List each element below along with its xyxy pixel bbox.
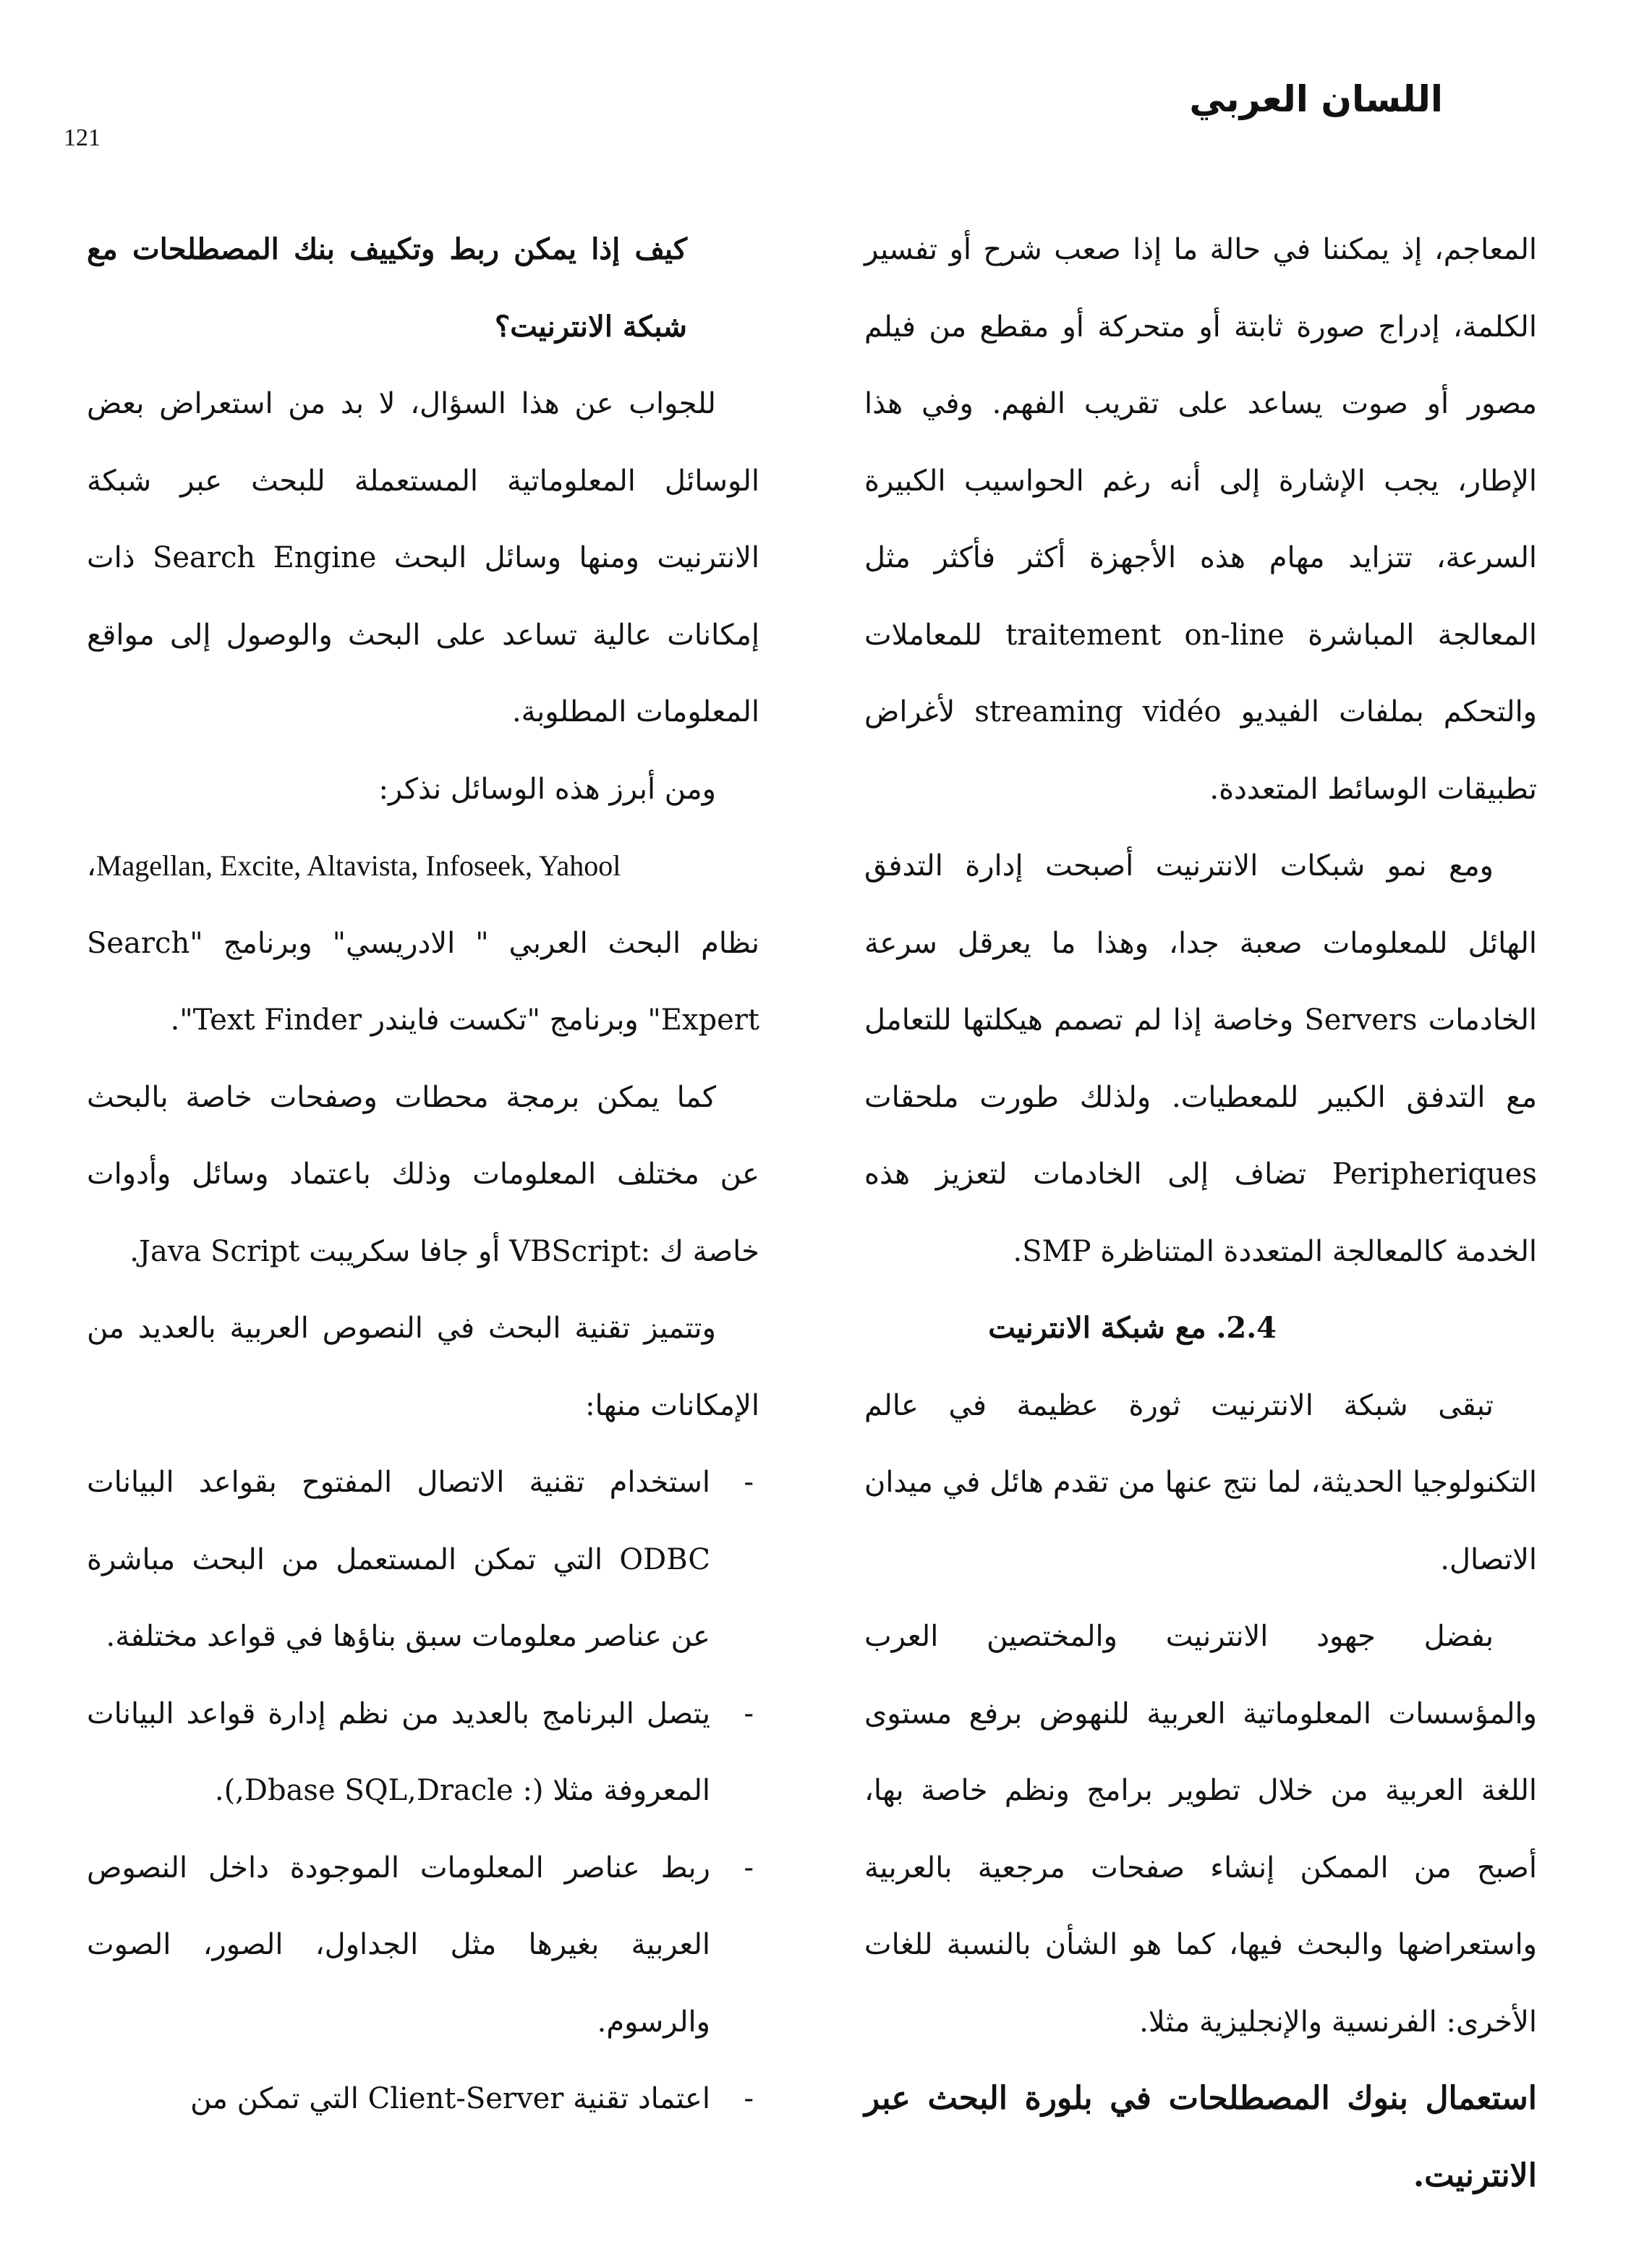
paragraph: كما يمكن برمجة محطات وصفحات خاصة بالبحث عن مختلف المعلومات وذلك باعتماد وسائل وأدوات خاصة ك :VBScript أو جافا سكريبت Java Script. <box>87 1080 759 1268</box>
page-number: 121 <box>64 124 101 151</box>
list-item-text: استخدام تقنية الاتصال المفتوح بقواعد البيانات ODBC التي تمكن المستعمل من البحث مباشرة عن عناصر معلومات سبق بناؤها في قواعد مختلفة. <box>87 1466 710 1653</box>
subsection-heading: 2.4. مع شبكة الانترنيت <box>988 1311 1277 1345</box>
bullet-dash: - <box>744 1466 754 1499</box>
question-heading: كيف إذا يمكن ربط وتكييف بنك المصطلحات مع شبكة الانترنيت؟ <box>87 232 687 344</box>
list-item <box>87 1444 759 1675</box>
list-item <box>87 1675 759 1830</box>
bullet-dash: - <box>744 2082 754 2115</box>
bullet-dash: - <box>744 1851 754 1885</box>
left-column <box>87 211 759 2138</box>
list-item-text: ربط عناصر المعلومات الموجودة داخل النصوص العربية بغيرها مثل الجداول، الصور، الصوت والرسوم. <box>87 1851 710 2039</box>
list-item-text: يتصل البرنامج بالعديد من نظم إدارة قواعد البيانات المعروفة مثلا (: Dbase SQL,Dracle,). <box>87 1696 710 1807</box>
right-column <box>864 211 1537 2214</box>
section-heading: استعمال بنوك المصطلحات في بلورة البحث عبر الانترنيت. <box>864 2080 1537 2194</box>
paragraph: تبقى شبكة الانترنيت ثورة عظيمة في عالم التكنولوجيا الحديثة، لما نتج عنها من تقدم هائل في ميدان الاتصال. <box>864 1388 1537 1576</box>
paragraph: للجواب عن هذا السؤال، لا بد من استعراض بعض الوسائل المعلوماتية المستعملة للبحث عبر شبكة الانترنيت ومنها وسائل البحث Search Engine ذات إمكانات عالية تساعد على البحث والوصول إلى مواقع المعلومات المطلوبة. <box>87 387 760 729</box>
bullet-list <box>87 1444 759 2138</box>
paragraph: وتتميز تقنية البحث في النصوص العربية بالعديد من الإمكانات منها: <box>87 1312 759 1422</box>
paragraph: ومن أبرز هذه الوسائل نذكر: <box>378 772 716 806</box>
paragraph: المعاجم، إذ يمكننا في حالة ما إذا صعب شرح أو تفسير الكلمة، إدراج صورة ثابتة أو متحركة أو مقطع من فيلم مصور أو صوت يساعد على تقريب الفهم. وفي هذا الإطار، يجب الإشارة إلى أنه رغم الحواسيب الكبيرة السرعة، تتزايد مهام هذه الأجهزة أكثر فأكثر مثل المعالجة المباشرة traitement on-line للمعاملات والتحكم بملفات الفيديو streaming vidéo لأغراض تطبيقات الوسائط المتعددة. <box>864 233 1538 806</box>
paragraph: بفضل جهود الانترنيت والمختصين العرب والمؤسسات المعلوماتية العربية للنهوض برفع مستوى اللغة العربية من خلال تطوير برامج ونظم خاصة بها، أصبح من الممكن إنشاء صفحات مرجعية بالعربية واستعراضها والبحث فيها، كما هو الشأن بالنسبة للغات الأخرى: الفرنسية والإنجليزية مثلا. <box>864 1620 1537 2039</box>
list-item-text: اعتماد تقنية Client-Server التي تمكن من <box>190 2082 710 2115</box>
paragraph: ومع نمو شبكات الانترنيت أصبحت إدارة التدفق الهائل للمعلومات صعبة جدا، وهذا ما يعرقل سرعة الخادمات Servers وخاصة إذا لم تصمم هيكلتها للتعامل مع التدفق الكبير للمعطيات. ولذلك طورت ملحقات Peripheriques تضاف إلى الخادمات لتعزيز هذه الخدمة كالمعالجة المتعددة المتناظرة SMP. <box>864 849 1537 1268</box>
bullet-dash: - <box>744 1696 754 1730</box>
journal-title: اللسان العربي <box>1189 78 1443 120</box>
list-item <box>87 1830 759 2061</box>
paragraph: نظام البحث العربي " الادريسي" وبرنامج "Search Expert" وبرنامج "تكست فايندر Text Finder". <box>87 926 759 1037</box>
search-engines-list: ،Magellan, Excite, Altavista, Infoseek, Yahool <box>87 849 621 882</box>
list-item <box>87 2060 759 2138</box>
